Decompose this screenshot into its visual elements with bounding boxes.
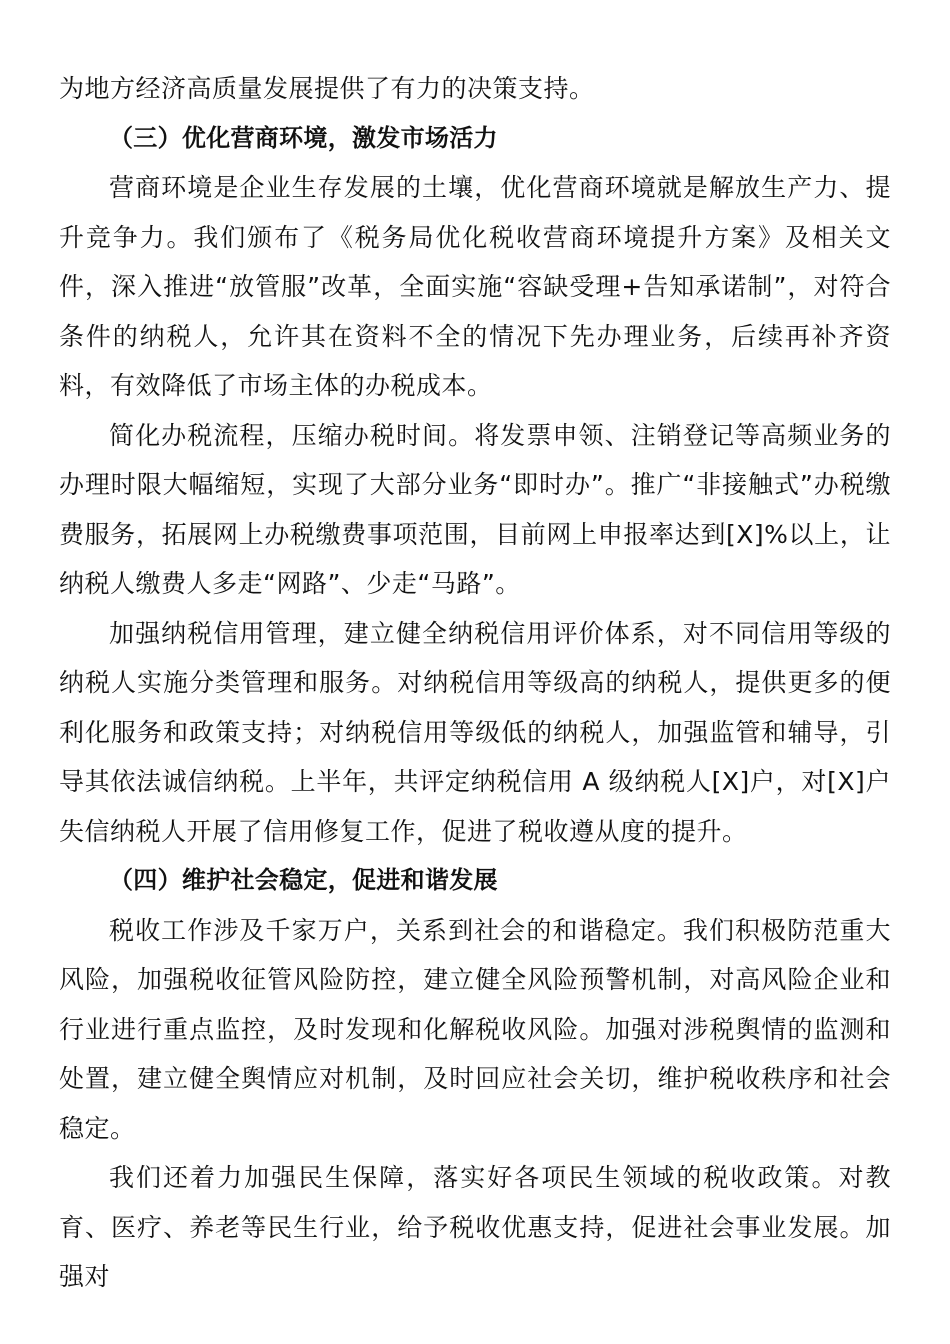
paragraph-risk-prevention: 税收工作涉及千家万户，关系到社会的和谐稳定。我们积极防范重大风险，加强税收征管风险防控，建立健全风险预警机制，对高风险企业和行业进行重点监控，及时发现和化解税收风险。加强对涉税舆情的监测和处置，建立健全舆情应对机制，及时回应社会关切，维护税收秩序和社会稳定。 [59, 915, 891, 1143]
section-heading-3: （三）优化营商环境，激发市场活力 [109, 123, 498, 152]
paragraph-simplify-process: 简化办税流程，压缩办税时间。将发票申领、注销登记等高频业务的办理时限大幅缩短，实现了大部分业务“即时办”。推广“非接触式”办税缴费服务，拓展网上办税缴费事项范围，目前网上申报率达到[X]%以上，让纳税人缴费人多走“网路”、少走“马路”。 [59, 420, 891, 598]
paragraph-livelihood: 我们还着力加强民生保障，落实好各项民生领域的税收政策。对教育、医疗、养老等民生行业，给予税收优惠支持，促进社会事业发展。加强对 [59, 1163, 891, 1291]
paragraph-business-environment: 营商环境是企业生存发展的土壤，优化营商环境就是解放生产力、提升竞争力。我们颁布了《税务局优化税收营商环境提升方案》及相关文件，深入推进“放管服”改革，全面实施“容缺受理+告知承诺制”，对符合条件的纳税人，允许其在资料不全的情况下先办理业务，后续再补齐资料，有效降低了市场主体的办税成本。 [59, 173, 891, 400]
paragraph-continuation: 为地方经济高质量发展提供了有力的决策支持。 [59, 74, 595, 103]
section-heading-4: （四）维护社会稳定，促进和谐发展 [109, 866, 498, 894]
paragraph-credit-management: 加强纳税信用管理，建立健全纳税信用评价体系，对不同信用等级的纳税人实施分类管理和服务。对纳税信用等级高的纳税人，提供更多的便利化服务和政策支持；对纳税信用等级低的纳税人，加强监管和辅导，引导其依法诚信纳税。上半年，共评定纳税信用 A 级纳税人[X]户，对[X]户失信纳税人开展了信用修复工作，促进了税收遵从度的提升。 [59, 618, 891, 846]
document-body [59, 64, 891, 1302]
